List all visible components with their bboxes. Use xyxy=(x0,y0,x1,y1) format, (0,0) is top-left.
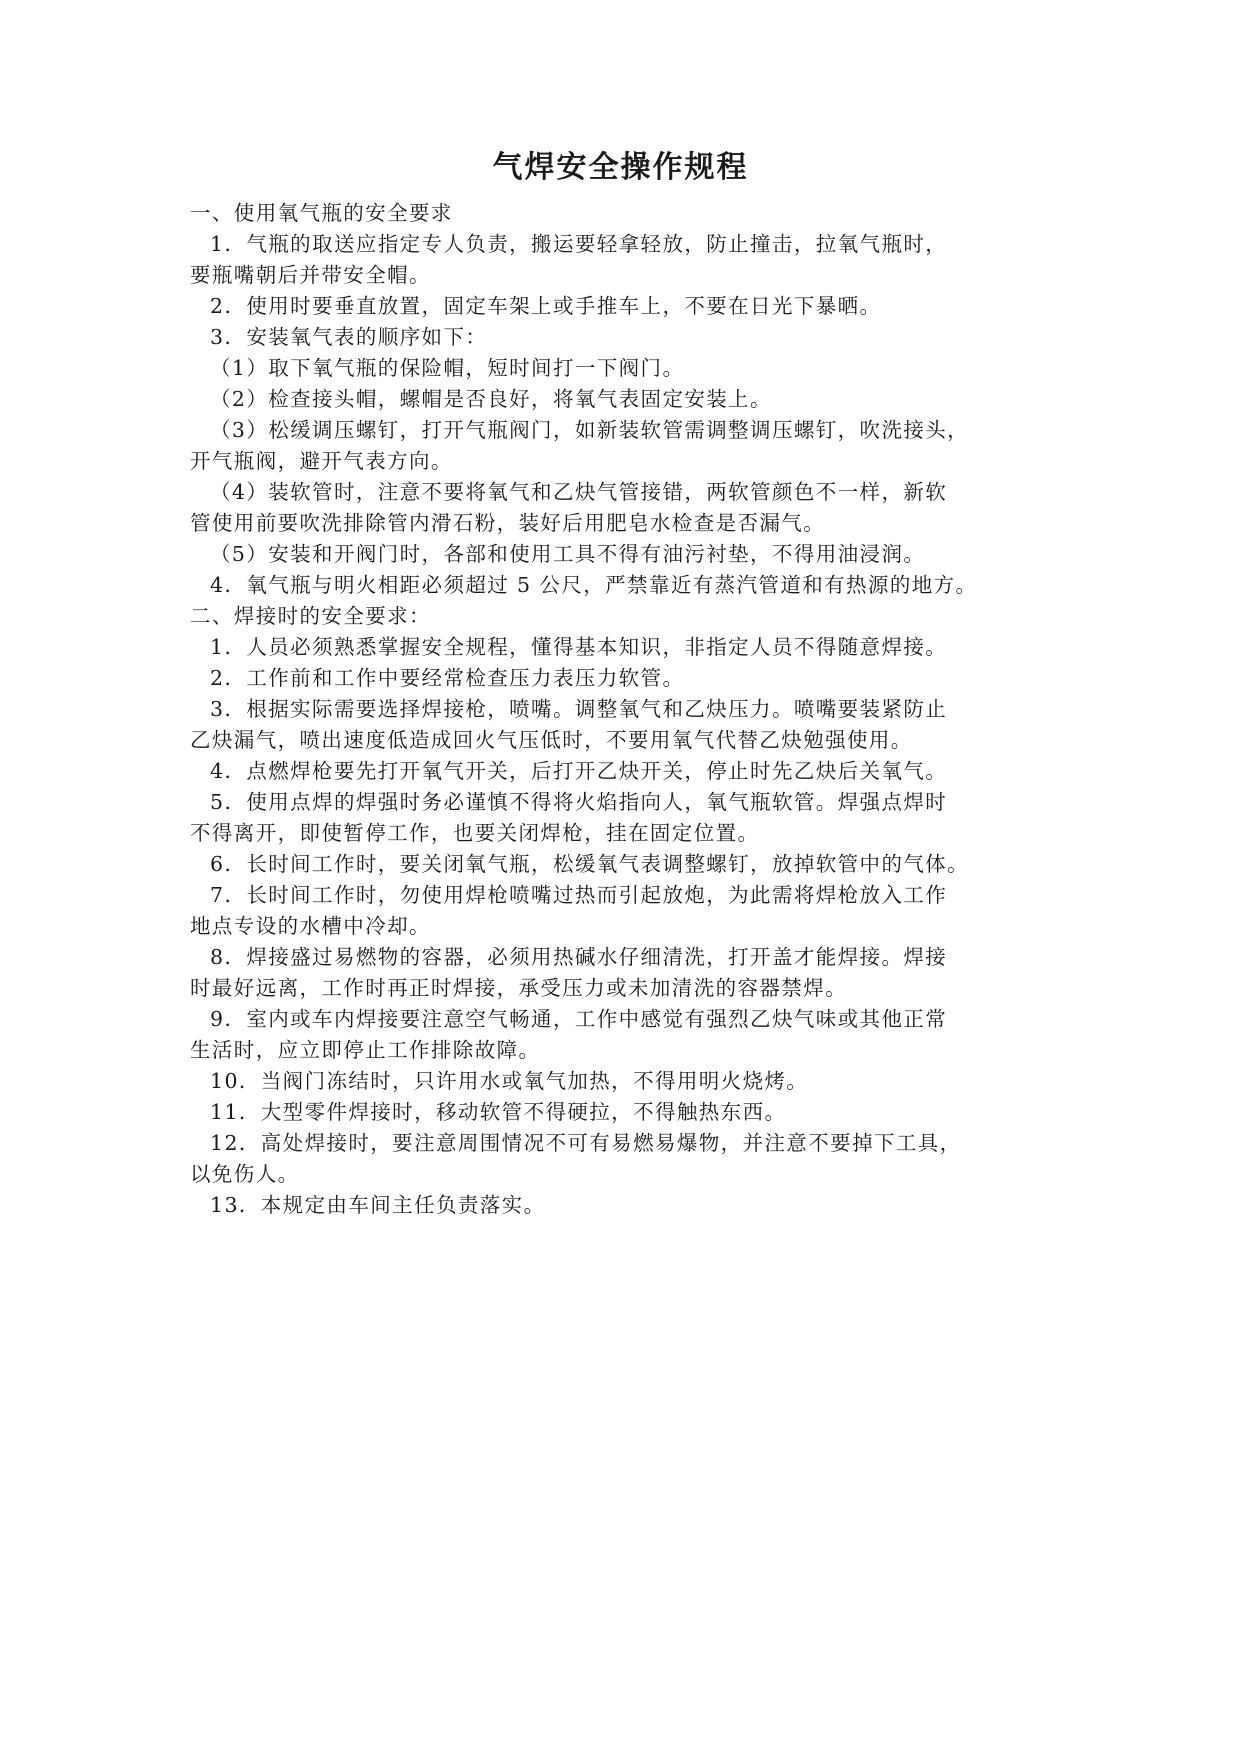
body-line: （2）检查接头帽，螺帽是否良好，将氧气表固定安装上。 xyxy=(210,387,772,411)
body-line: 不得离开，即使暂停工作，也要关闭焊枪，挂在固定位置。 xyxy=(190,821,760,845)
body-line: 以免伤人。 xyxy=(190,1162,300,1186)
body-line: 要瓶嘴朝后并带安全帽。 xyxy=(190,263,431,287)
body-line: 11．大型零件焊接时，移动软管不得硬拉，不得触热东西。 xyxy=(210,1100,787,1124)
body-line: 管使用前要吹洗排除管内滑石粉，装好后用肥皂水检查是否漏气。 xyxy=(190,511,826,535)
body-line: 1．气瓶的取送应指定专人负责，搬运要轻拿轻放，防止撞击，拉氧气瓶时， xyxy=(210,232,948,256)
body-line: 10．当阀门冻结时，只许用水或氧气加热，不得用明火烧烤。 xyxy=(210,1069,809,1093)
body-line: 8．焊接盛过易燃物的容器，必须用热碱水仔细清洗，打开盖才能焊接。焊接 xyxy=(210,945,948,969)
body-line: 生活时，应立即停止工作排除故障。 xyxy=(190,1038,541,1062)
body-line: 7．长时间工作时，勿使用焊枪喷嘴过热而引起放炮，为此需将焊枪放入工作 xyxy=(210,883,948,907)
body-line: 2．使用时要垂直放置，固定车架上或手推车上，不要在日光下暴晒。 xyxy=(210,294,882,318)
body-line: （4）装软管时，注意不要将氧气和乙炔气管接错，两软管颜色不一样，新软 xyxy=(210,480,948,504)
body-line: 4．点燃焊枪要先打开氧气开关，后打开乙炔开关，停止时先乙炔后关氧气。 xyxy=(210,759,948,783)
body-line: 13．本规定由车间主任负责落实。 xyxy=(210,1193,546,1217)
body-line: （1）取下氧气瓶的保险帽，短时间打一下阀门。 xyxy=(210,356,685,380)
body-line: 9．室内或车内焊接要注意空气畅通，工作中感觉有强烈乙炔气味或其他正常 xyxy=(210,1007,948,1031)
document-title: 气焊安全操作规程 xyxy=(492,150,749,185)
body-line: 3．根据实际需要选择焊接枪，喷嘴。调整氧气和乙炔压力。喷嘴要装紧防止 xyxy=(210,697,948,721)
body-line: 1．人员必须熟悉掌握安全规程，懂得基本知识，非指定人员不得随意焊接。 xyxy=(210,635,948,659)
document-body xyxy=(190,198,1052,1221)
body-line: 地点专设的水槽中冷却。 xyxy=(190,914,431,938)
body-line: 一、使用氧气瓶的安全要求 xyxy=(190,201,453,225)
body-line: 6．长时间工作时，要关闭氧气瓶，松缓氧气表调整螺钉，放掉软管中的气体。 xyxy=(210,852,970,876)
body-line: （5）安装和开阀门时，各部和使用工具不得有油污衬垫，不得用油浸润。 xyxy=(210,542,926,566)
body-line: 2．工作前和工作中要经常检查压力表压力软管。 xyxy=(210,666,685,690)
body-line: 开气瓶阀，避开气表方向。 xyxy=(190,449,453,473)
body-line: 时最好远离，工作时再正时焊接，承受压力或未加清洗的容器禁焊。 xyxy=(190,976,847,1000)
body-line: 4．氧气瓶与明火相距必须超过 5 公尺，严禁靠近有蒸汽管道和有热源的地方。 xyxy=(210,573,978,597)
body-line: 3．安装氧气表的顺序如下： xyxy=(210,325,488,349)
body-line: 乙炔漏气，喷出速度低造成回火气压低时，不要用氧气代替乙炔勉强使用。 xyxy=(190,728,913,752)
body-line: 二、焊接时的安全要求： xyxy=(190,604,431,628)
body-line: （3）松缓调压螺钉，打开气瓶阀门，如新装软管需调整调压螺钉，吹洗接头， xyxy=(210,418,970,442)
body-line: 12．高处焊接时，要注意周围情况不可有易燃易爆物，并注意不要掉下工具， xyxy=(210,1131,962,1155)
body-line: 5．使用点焊的焊强时务必谨慎不得将火焰指向人，氧气瓶软管。焊强点焊时 xyxy=(210,790,948,814)
